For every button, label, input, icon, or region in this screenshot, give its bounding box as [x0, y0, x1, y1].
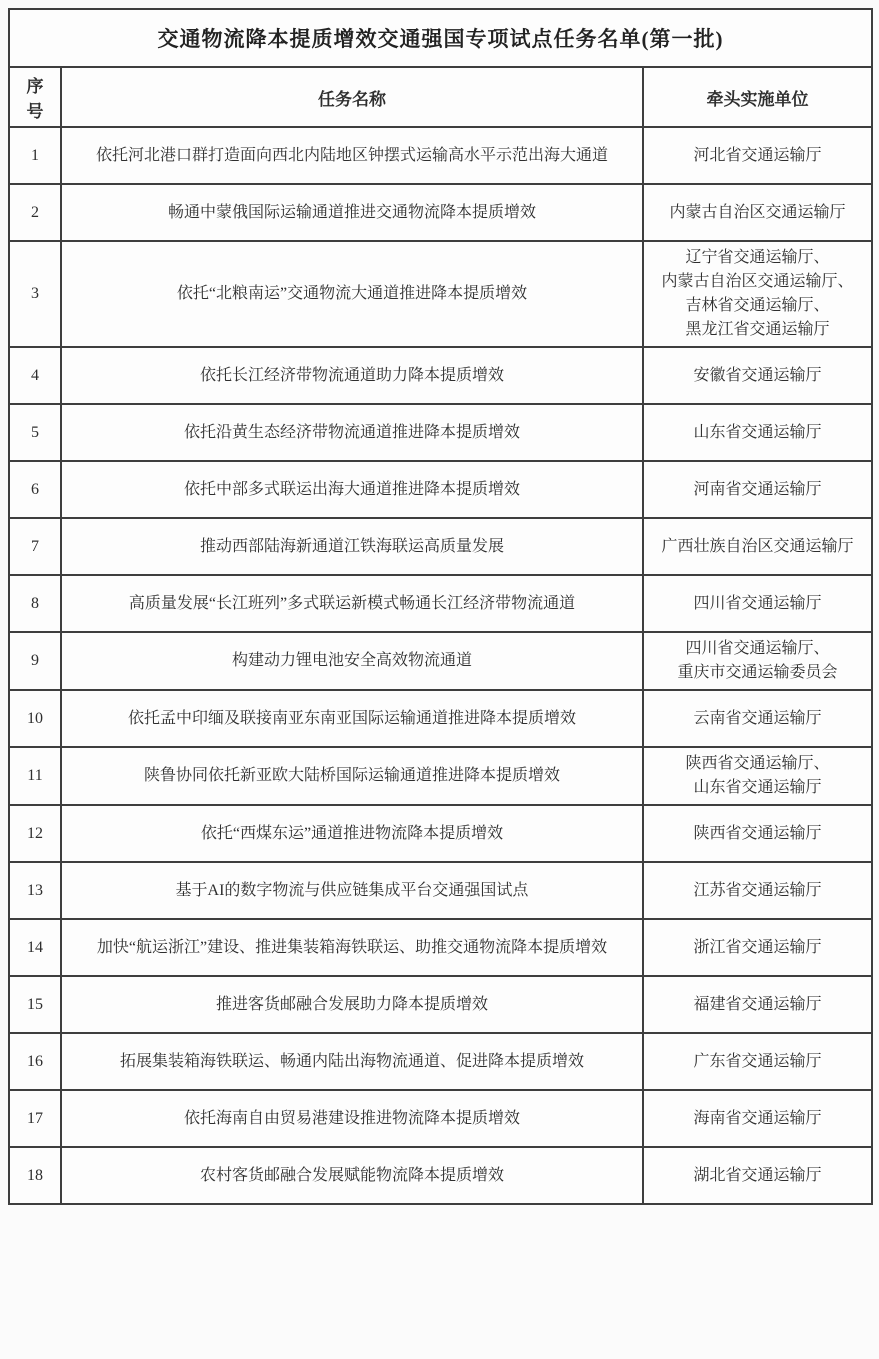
lead-unit-line: 内蒙古自治区交通运输厅	[669, 203, 846, 221]
table-row	[9, 862, 872, 919]
lead-unit-line: 重庆市交通运输委员会	[677, 664, 838, 681]
lead-unit-line: 山东省交通运输厅	[693, 423, 822, 441]
table-row	[9, 1147, 872, 1204]
lead-unit-cell	[643, 518, 872, 575]
row-index-cell: 13	[9, 862, 61, 919]
table-row	[9, 690, 872, 747]
row-index-cell: 18	[9, 1147, 61, 1204]
lead-unit-line: 内蒙古自治区交通运输厅、	[661, 273, 854, 290]
task-name-cell: 农村客货邮融合发展赋能物流降本提质增效	[61, 1147, 643, 1204]
row-index-cell: 10	[9, 690, 61, 747]
row-index-cell: 3	[9, 241, 61, 347]
lead-unit-cell	[643, 747, 872, 805]
task-name-cell: 推进客货邮融合发展助力降本提质增效	[61, 976, 643, 1033]
row-index-cell: 8	[9, 575, 61, 632]
task-name-cell: 基于AI的数字物流与供应链集成平台交通强国试点	[61, 862, 643, 919]
row-index-cell: 2	[9, 184, 61, 241]
row-index-cell: 6	[9, 461, 61, 518]
row-index-cell: 1	[9, 127, 61, 184]
table-row	[9, 575, 872, 632]
task-name-cell: 依托河北港口群打造面向西北内陆地区钟摆式运输高水平示范出海大通道	[61, 127, 643, 184]
row-index-cell: 4	[9, 347, 61, 404]
table-row	[9, 1033, 872, 1090]
table-row	[9, 347, 872, 404]
lead-unit-line: 辽宁省交通运输厅、	[685, 249, 830, 266]
lead-unit-line: 江苏省交通运输厅	[693, 881, 822, 899]
task-name-cell: 依托长江经济带物流通道助力降本提质增效	[61, 347, 643, 404]
lead-unit-line: 海南省交通运输厅	[693, 1109, 822, 1127]
lead-unit-cell	[643, 575, 872, 632]
lead-unit-line: 福建省交通运输厅	[693, 995, 822, 1013]
lead-unit-cell	[643, 976, 872, 1033]
row-index-cell: 14	[9, 919, 61, 976]
row-index-cell: 7	[9, 518, 61, 575]
lead-unit-cell	[643, 632, 872, 690]
lead-unit-line: 广东省交通运输厅	[693, 1052, 822, 1070]
task-name-cell: 高质量发展“长江班列”多式联运新模式畅通长江经济带物流通道	[61, 575, 643, 632]
column-header-lead: 牵头实施单位	[643, 67, 872, 127]
lead-unit-line: 黑龙江省交通运输厅	[685, 321, 830, 338]
task-name-cell: 拓展集装箱海铁联运、畅通内陆出海物流通道、促进降本提质增效	[61, 1033, 643, 1090]
row-index-cell: 9	[9, 632, 61, 690]
lead-unit-cell	[643, 1147, 872, 1204]
lead-unit-cell	[643, 184, 872, 241]
lead-unit-cell	[643, 1090, 872, 1147]
lead-unit-cell	[643, 805, 872, 862]
task-name-cell: 推动西部陆海新通道江铁海联运高质量发展	[61, 518, 643, 575]
table-row	[9, 127, 872, 184]
lead-unit-cell	[643, 690, 872, 747]
table-row	[9, 1090, 872, 1147]
task-name-cell: 依托中部多式联运出海大通道推进降本提质增效	[61, 461, 643, 518]
table-row	[9, 805, 872, 862]
table-row	[9, 919, 872, 976]
lead-unit-line: 河北省交通运输厅	[693, 146, 822, 164]
lead-unit-line: 云南省交通运输厅	[693, 709, 822, 727]
lead-unit-cell	[643, 461, 872, 518]
lead-unit-line: 四川省交通运输厅	[693, 594, 822, 612]
lead-unit-line: 湖北省交通运输厅	[693, 1166, 822, 1184]
row-index-cell: 11	[9, 747, 61, 805]
pilot-task-table	[8, 8, 873, 1205]
lead-unit-cell	[643, 127, 872, 184]
lead-unit-cell	[643, 347, 872, 404]
task-name-cell: 依托海南自由贸易港建设推进物流降本提质增效	[61, 1090, 643, 1147]
lead-unit-cell	[643, 404, 872, 461]
table-row	[9, 518, 872, 575]
lead-unit-line: 陕西省交通运输厅、	[685, 755, 830, 772]
lead-unit-line: 四川省交通运输厅、	[685, 640, 830, 657]
table-row	[9, 241, 872, 347]
task-name-cell: 畅通中蒙俄国际运输通道推进交通物流降本提质增效	[61, 184, 643, 241]
table-body	[9, 127, 872, 1204]
task-name-cell: 依托沿黄生态经济带物流通道推进降本提质增效	[61, 404, 643, 461]
lead-unit-line: 安徽省交通运输厅	[693, 366, 822, 384]
table-row	[9, 632, 872, 690]
row-index-cell: 15	[9, 976, 61, 1033]
row-index-cell: 12	[9, 805, 61, 862]
column-header-task: 任务名称	[61, 67, 643, 127]
title-row	[9, 9, 872, 67]
lead-unit-cell	[643, 919, 872, 976]
lead-unit-cell	[643, 241, 872, 347]
table-row	[9, 976, 872, 1033]
task-name-cell: 依托“北粮南运”交通物流大通道推进降本提质增效	[61, 241, 643, 347]
lead-unit-line: 广西壮族自治区交通运输厅	[661, 537, 854, 555]
task-name-cell: 依托“西煤东运”通道推进物流降本提质增效	[61, 805, 643, 862]
column-header-row	[9, 67, 872, 127]
column-header-index: 序号	[9, 67, 61, 127]
lead-unit-line: 浙江省交通运输厅	[693, 938, 822, 956]
table-title: 交通物流降本提质增效交通强国专项试点任务名单(第一批)	[9, 9, 872, 67]
task-name-cell: 加快“航运浙江”建设、推进集装箱海铁联运、助推交通物流降本提质增效	[61, 919, 643, 976]
table-row	[9, 184, 872, 241]
lead-unit-line: 河南省交通运输厅	[693, 480, 822, 498]
lead-unit-cell	[643, 862, 872, 919]
lead-unit-line: 吉林省交通运输厅、	[685, 297, 830, 314]
task-name-cell: 依托孟中印缅及联接南亚东南亚国际运输通道推进降本提质增效	[61, 690, 643, 747]
table-row	[9, 461, 872, 518]
table-row	[9, 404, 872, 461]
table-row	[9, 747, 872, 805]
task-name-cell: 陕鲁协同依托新亚欧大陆桥国际运输通道推进降本提质增效	[61, 747, 643, 805]
task-name-cell: 构建动力锂电池安全高效物流通道	[61, 632, 643, 690]
lead-unit-line: 陕西省交通运输厅	[693, 824, 822, 842]
row-index-cell: 5	[9, 404, 61, 461]
lead-unit-line: 山东省交通运输厅	[693, 779, 822, 796]
row-index-cell: 17	[9, 1090, 61, 1147]
row-index-cell: 16	[9, 1033, 61, 1090]
lead-unit-cell	[643, 1033, 872, 1090]
